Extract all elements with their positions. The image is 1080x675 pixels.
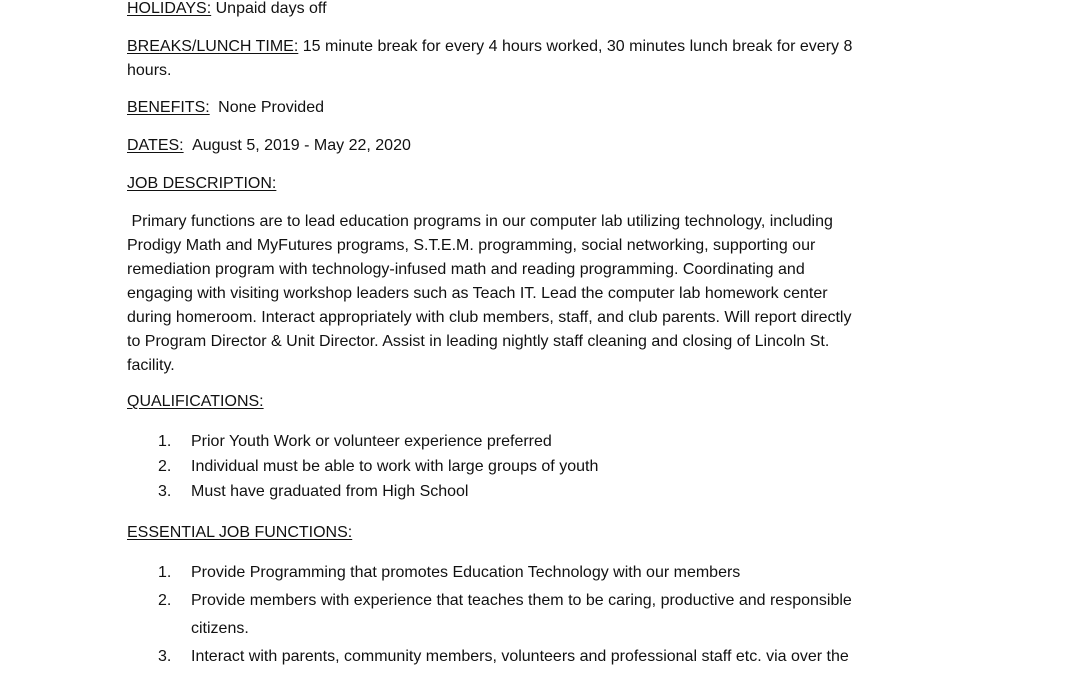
holidays-value: Unpaid days off — [215, 0, 327, 17]
job-description-line: to Program Director & Unit Director. Assist in leading nightly staff cleaning and closing of Lincoln St. — [127, 333, 830, 350]
list-text: Provide members with experience that teaches them to be caring, productive and responsible — [191, 592, 852, 609]
essential-functions-label: ESSENTIAL JOB FUNCTIONS: — [127, 524, 353, 541]
job-description-line: during homeroom. Interact appropriately with club members, staff, and club parents. Will report directly — [127, 309, 852, 326]
list-text: citizens. — [191, 620, 249, 637]
list-number: 2. — [158, 592, 172, 609]
holidays-label: HOLIDAYS: — [127, 0, 212, 17]
breaks-line-2 — [127, 59, 171, 83]
benefits-label: BENEFITS: — [127, 99, 210, 116]
list-number: 3. — [158, 483, 172, 500]
list-text: Must have graduated from High School — [191, 483, 469, 500]
list-number: 1. — [158, 564, 172, 581]
job-description-heading — [127, 172, 276, 196]
job-description-line: Primary functions are to lead education programs in our computer lab utilizing technology, including — [127, 213, 833, 230]
job-description-paragraph — [127, 210, 957, 378]
list-number: 2. — [158, 458, 172, 475]
dates-value: August 5, 2019 - May 22, 2020 — [192, 137, 411, 154]
job-description-line: Prodigy Math and MyFutures programs, S.T.E.M. programming, social networking, supporting our — [127, 237, 816, 254]
breaks-value: 15 minute break for every 4 hours worked, 30 minutes lunch break for every 8 — [302, 38, 853, 55]
job-description-line: remediation program with technology-infused math and reading programming. Coordinating and — [127, 261, 805, 278]
list-number: 3. — [158, 648, 172, 665]
job-description-line: facility. — [127, 357, 175, 374]
qualifications-heading — [127, 390, 264, 414]
breaks-line — [127, 35, 852, 59]
dates-label: DATES: — [127, 137, 184, 154]
list-text: Provide Programming that promotes Education Technology with our members — [191, 564, 741, 581]
list-text: Individual must be able to work with large groups of youth — [191, 458, 599, 475]
list-number: 1. — [158, 433, 172, 450]
qualifications-label: QUALIFICATIONS: — [127, 393, 264, 410]
essential-functions-heading — [127, 521, 352, 545]
breaks-label: BREAKS/LUNCH TIME: — [127, 38, 299, 55]
job-description-label: JOB DESCRIPTION: — [127, 175, 277, 192]
dates-line — [127, 134, 411, 158]
benefits-value: None Provided — [218, 99, 324, 116]
breaks-value-cont: hours. — [127, 62, 172, 79]
benefits-line — [127, 96, 324, 120]
list-text: Interact with parents, community members, volunteers and professional staff etc. via over the — [191, 648, 849, 665]
job-description-line: engaging with visiting workshop leaders such as Teach IT. Lead the computer lab homework center — [127, 285, 828, 302]
list-text: Prior Youth Work or volunteer experience preferred — [191, 433, 552, 450]
holidays-line — [127, 0, 327, 21]
